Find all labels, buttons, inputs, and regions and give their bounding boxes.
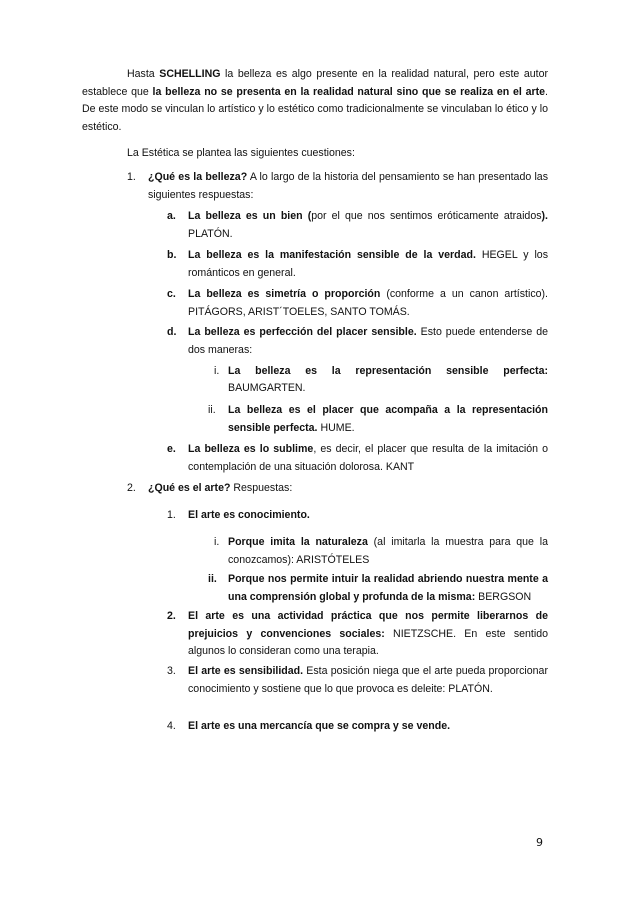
intro-text: . De este modo se vinculan lo artístico y lo estético como tradicionalmente se vinculaban lo ético y lo estético. <box>82 85 548 133</box>
q2-1-ii-bold: Porque nos permite intuir la realidad abriendo nuestra mente a una comprensión global y profunda de la misma: <box>228 573 548 603</box>
q2-1-ii-item <box>228 571 548 606</box>
q1a-bold: La belleza es un bien ( <box>188 210 312 222</box>
q1-item <box>148 169 548 204</box>
q1d-i-bold: La belleza es la representación sensible perfecta: <box>228 365 548 377</box>
q2-1-i-marker: i. <box>214 536 220 548</box>
q1d-i-line1 <box>228 363 548 381</box>
q1d-ii-item <box>228 402 548 437</box>
q1e-text: , es decir, el placer que resulta de la imitación o contemplación de una situación dolorosa. KANT <box>188 443 548 473</box>
q1a-text: por el que nos sentimos eróticamente atraidos <box>311 210 542 222</box>
q2-1-ii-marker: ii. <box>208 573 217 585</box>
q1d-bold: La belleza es perfección del placer sensible. <box>188 326 417 338</box>
q2-4-marker: 4. <box>167 720 176 732</box>
q1a-item <box>188 208 548 243</box>
q1e-bold: La belleza es lo sublime <box>188 443 314 455</box>
q1e-marker: e. <box>167 443 176 455</box>
q2-2-item <box>188 608 548 661</box>
q1d-ii-marker: ii. <box>208 404 216 416</box>
q1b-marker: b. <box>167 249 177 261</box>
q1-text: A lo largo de la historia del pensamiento se han presentado las siguientes respuestas: <box>148 171 548 201</box>
q2-1-marker: 1. <box>167 509 176 521</box>
lead-paragraph: La Estética se plantea las siguientes cuestiones: <box>127 147 355 159</box>
q1a-bold: ). <box>541 210 548 222</box>
q1b-text: HEGEL y los románticos en general. <box>188 249 548 279</box>
q2-3-text: Esta posición niega que el arte pueda proporcionar conocimiento y sostiene que lo que provoca es deleite: PLATÓN. <box>188 665 548 695</box>
q1c-text: (conforme a un canon artístico). PITÁGORS, ARIST´TOELES, SANTO TOMÁS. <box>188 288 548 318</box>
q2-1-ii-author: BERGSON <box>475 590 532 603</box>
q2-1-item <box>188 507 548 525</box>
q2-3-bold: El arte es sensibilidad. <box>188 665 304 677</box>
q2-item <box>148 480 548 498</box>
q2-2-text: NIETZSCHE. En este sentido algunos lo consideran como una terapia. <box>188 627 548 657</box>
q1e-item <box>188 441 548 476</box>
q1b-bold: La belleza es la manifestación sensible de la verdad. <box>188 249 476 261</box>
q2-4-bold: El arte es una mercancía que se compra y se vende. <box>188 720 451 732</box>
intro-schelling: SCHELLING <box>159 68 221 80</box>
q1d-ii-author: HUME. <box>317 421 355 434</box>
q1d-text: Esto puede entenderse de dos maneras: <box>188 326 548 356</box>
q2-2-marker: 2. <box>167 610 176 622</box>
intro-text: Hasta <box>127 68 160 80</box>
q1-marker: 1. <box>127 171 136 183</box>
q1a-author: PLATÓN. <box>188 227 233 240</box>
q2-1-i-item <box>228 534 548 569</box>
q2-3-marker: 3. <box>167 665 176 677</box>
q1d-ii-bold: La belleza es el placer que acompaña a la representación sensible perfecta. <box>228 404 548 434</box>
q1b-item <box>188 247 548 282</box>
q1d-item <box>188 324 548 359</box>
q2-1-bold: El arte es conocimiento. <box>188 509 310 521</box>
intro-paragraph <box>82 66 548 136</box>
q2-1-i-bold: Porque imita la naturaleza <box>228 536 368 548</box>
q2-2-bold: El arte es una actividad práctica que nos permite liberarnos de prejuicios y convenciones sociales: <box>188 610 548 640</box>
q1c-bold: La belleza es simetría o proporción <box>188 288 381 300</box>
q1-title: ¿Qué es la belleza? <box>148 171 248 183</box>
q2-1-i-text: (al imitarla la muestra para que la conozcamos): ARISTÓTELES <box>228 536 548 566</box>
q2-title: ¿Qué es el arte? <box>148 482 231 494</box>
q1c-item <box>188 286 548 321</box>
q2-text: Respuestas: <box>230 482 293 494</box>
q1a-marker: a. <box>167 210 176 222</box>
q2-3-item <box>188 663 548 698</box>
q2-4-item <box>188 718 548 736</box>
q1d-i-author: BAUMGARTEN. <box>228 382 306 394</box>
q1d-i-line2 <box>228 380 548 398</box>
q1c-marker: c. <box>167 288 176 300</box>
page-number: 9 <box>536 836 543 849</box>
q2-marker: 2. <box>127 482 136 494</box>
q1d-marker: d. <box>167 326 177 338</box>
intro-text: la belleza es algo presente en la realidad natural, pero este autor establece que <box>82 68 548 98</box>
intro-thesis: la belleza no se presenta en la realidad natural sino que se realiza en el arte <box>152 85 546 98</box>
q1d-i-marker: i. <box>214 365 220 377</box>
